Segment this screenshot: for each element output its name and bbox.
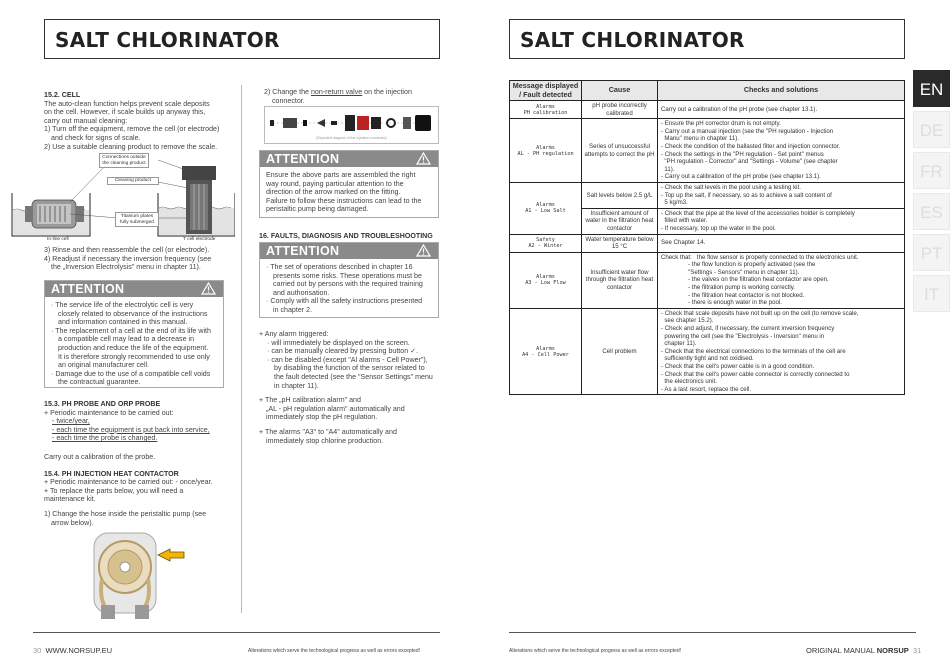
bullet-line: a compatible cell may lead to a decrease in — [58, 335, 195, 344]
fault-solution: - Ensure the pH corrector drum is not empty. - Carry out a manual injection (see the "PH regulation - Injection Manu" menu in chapter 11). - Check the condition of the ballasted filter and injection connector. - Check the settings in the "PH regulation - Set point" menus "PH regulation - Corrector" and "Settings - Volume" (see chapter 11). - Carry out a calibration of the pH probe (see chapter 13.1). — [658, 119, 905, 183]
injection-heading: 15.4. PH INJECTION HEAT CONTACTOR — [44, 469, 179, 478]
text-line: 1) Turn off the equipment, remove the cell (or electrode) — [44, 125, 220, 134]
text-line: Failure to follow these instructions can lead to the — [266, 196, 422, 205]
bullet-line: presents some risks. These operations must be — [273, 271, 422, 280]
fault-cause: Cell problem — [582, 308, 658, 395]
text-line: + To replace the parts below, you will need a — [44, 486, 184, 495]
text-line: immediately stop the pH regulation. — [266, 413, 378, 422]
right-footer — [806, 646, 921, 655]
injection-step-1 — [44, 510, 234, 527]
bullet-line: · can be disabled (except "Al alarms - Cell Power"), — [267, 355, 428, 364]
fault-row — [510, 252, 905, 308]
pump-graphic — [88, 527, 188, 623]
cell-heading: 15.2. CELL — [44, 91, 81, 99]
bullet-line: · will immediately be displayed on the screen. — [267, 338, 410, 347]
fault-code: Safety A2 - Winter — [510, 234, 582, 252]
text-line: arrow below). — [51, 518, 94, 527]
peristaltic-pump-image — [88, 527, 188, 623]
right-page-number: 31 — [912, 646, 922, 655]
ph-heading: 15.3. PH PROBE AND ORP PROBE — [44, 400, 161, 408]
text-line: and check for signs of scale. — [51, 133, 141, 142]
warning-icon — [201, 282, 216, 295]
bullet-line: · The replacement of a cell at the end of its life with — [51, 326, 211, 335]
faults-heading-wrap — [259, 229, 449, 241]
cell-step-1 — [44, 125, 234, 142]
text-line: maintenance kit. — [44, 495, 96, 504]
injection-step-2-end: on the injection — [362, 88, 412, 96]
bullet-line: closely related to observance of the instructions — [58, 309, 208, 318]
exploded-diagram — [264, 106, 439, 144]
bullet-line: an original manufacturer cell. — [58, 361, 150, 370]
text-line: carry out manual cleaning: — [44, 116, 128, 125]
fault-cause: pH probe incorrectly calibrated — [582, 101, 658, 119]
fault-cause: Salt levels below 2.5 g/L — [582, 182, 658, 208]
fault-code: Alarms A4 - Cell Power — [510, 308, 582, 395]
bullet-line: and authorisation. — [273, 288, 330, 297]
left-page-number: 30 — [33, 646, 42, 655]
alarm-intro: + Any alarm triggered: — [259, 330, 329, 338]
website-link[interactable]: WWW.NORSUP.EU — [45, 646, 113, 655]
fault-code: Alarms AL - PH regulation — [510, 119, 582, 183]
attention-header — [260, 243, 438, 259]
manual-label: ORIGINAL MANUAL — [806, 646, 875, 655]
fault-solution: Carry out a calibration of the pH probe (see chapter 13.1). — [658, 101, 905, 119]
bullet-line: production and reduce the life of the equipment. — [58, 343, 209, 352]
bullet-line: · The service life of the electrolytic cell is very — [51, 301, 194, 309]
label-connections: Connections outside the cleaning product — [99, 153, 149, 168]
cell-step-4 — [44, 255, 234, 272]
text-line: Ensure the above parts are assembled the right — [266, 171, 416, 179]
bullet-line: by disabling the function of the sensor related to — [274, 364, 425, 373]
text-line: „AL - pH regulation alarm" automatically and — [266, 404, 405, 413]
attention-body — [45, 297, 223, 391]
non-return-valve-link: non-return valve — [310, 88, 363, 96]
fault-cause: Water temperature below 15 °C — [582, 234, 658, 252]
exploded-caption: [Exploded diagram of the injection connector] — [316, 136, 387, 140]
left-footer — [33, 646, 112, 655]
attention-body — [260, 259, 438, 319]
bullet-line: · Comply with all the safety instructions presented — [266, 297, 423, 306]
language-tab-es[interactable]: ES — [913, 193, 950, 230]
attention-title: ATTENTION — [266, 244, 340, 258]
fault-solution: - Check the salt levels in the pool using a testing kit. - Top up the salt, if necessary, so as to achieve a salt content of 5 kg/m3. — [658, 182, 905, 208]
language-tab-fr[interactable]: FR — [913, 152, 950, 189]
right-footer-rule — [509, 632, 916, 633]
fault-solution: See Chapter 14. — [658, 234, 905, 252]
injection-connector-graphic — [265, 107, 440, 137]
faults-heading: 16. FAULTS, DIAGNOSIS AND TROUBLESHOOTING — [259, 232, 433, 240]
injection-step-2 — [264, 88, 444, 105]
text-line: 4) Readjust if necessary the inversion frequency (see — [44, 254, 212, 263]
language-tab-it[interactable]: IT — [913, 275, 950, 312]
alarm-items — [259, 339, 444, 391]
bullet-line: carried out by persons with the required training — [273, 280, 423, 289]
col-solutions: Checks and solutions — [658, 81, 905, 101]
text-line: The auto-clean function helps prevent scale deposits — [44, 99, 210, 108]
fault-cause: Insufficient amount of water in the filtration heat contactor — [582, 208, 658, 234]
cell-intro — [44, 100, 234, 126]
fault-row — [510, 234, 905, 252]
fault-cause: Series of unsuccessful attempts to correct the pH — [582, 119, 658, 183]
text-line: peristaltic pump being damaged. — [266, 205, 369, 214]
text-line: + The „pH calibration alarm" and — [259, 396, 361, 405]
fault-cause: Insufficient water flow through the filtration heat contactor — [582, 252, 658, 308]
text-line: 1) Change the hose inside the peristaltic pump (see — [44, 509, 207, 518]
attention-box-faults — [259, 242, 439, 318]
fault-code: Alarms PH calibration — [510, 101, 582, 119]
bullet-line: the contractual guarantee. — [58, 378, 141, 387]
fault-row — [510, 119, 905, 183]
bullet-line: the fault detected (see the "Sensor Settings" menu — [274, 372, 433, 381]
attention-title: ATTENTION — [266, 152, 340, 166]
fault-row — [510, 101, 905, 119]
fault-code: Alarms A3 - Low Flow — [510, 252, 582, 308]
text-line: way round, paying particular attention to the — [266, 179, 404, 188]
attention-box-assembly — [259, 150, 439, 218]
warning-icon — [416, 244, 431, 257]
fault-table-header — [510, 81, 905, 101]
left-column — [44, 88, 234, 151]
label-titanium-plates: Titanium plates fully submerged — [115, 212, 159, 227]
attention-header — [45, 281, 223, 297]
right-footer-note: Alterations which serve the technological progress as well as errors excepted! — [509, 648, 682, 654]
fault-row — [510, 182, 905, 208]
language-tab-pt[interactable]: PT — [913, 234, 950, 271]
warning-icon — [416, 152, 431, 165]
col-cause: Cause — [582, 81, 658, 101]
ph-line-1: + Periodic maintenance to be carried out: — [44, 408, 174, 417]
alarms-info — [259, 330, 444, 445]
injection-step-2-start: 2) Change the — [264, 88, 311, 96]
ph-line-5: Carry out a calibration of the probe. — [44, 452, 156, 461]
cell-steps-after — [44, 246, 234, 272]
attention-title: ATTENTION — [51, 282, 125, 296]
text-line: the „Inversion Electrolysis" menu in chapter 11). — [51, 263, 201, 272]
col-message: Message displayed / Fault detected — [510, 81, 582, 101]
text-line: + The alarms "A3" to "A4" automatically and — [259, 427, 397, 436]
ph-probe-section — [44, 397, 234, 527]
cell-step-3: 3) Rinse and then reassemble the cell (or electrode). — [44, 246, 210, 254]
label-inline-cell: In-line cell — [47, 237, 69, 242]
fault-solution: - Check that the pipe at the level of the accessories holder is completely filled with water. - If necessary, top up the water in the pool. — [658, 208, 905, 234]
left-footer-note: Alterations which serve the technological progress as well as errors excepted! — [248, 648, 421, 654]
fault-row — [510, 308, 905, 395]
bullet-line: in chapter 2. — [273, 305, 313, 314]
fault-solution: Check that: the flow sensor is properly connected to the electronics unit. - the flow function is properly activated (see the "Settings - Sensors" menu in chapter 11). - the valves on the filtration heat contactor are open. - the filtration pump is working correctly. - the filtration heat contactor is not blocked. - there is enough water in the pool. — [658, 252, 905, 308]
bullet-line: in chapter 11). — [274, 381, 319, 390]
text-line: direction of the arrow marked on the fitting. — [266, 188, 401, 197]
ph-line-2: - twice/year, — [52, 417, 90, 426]
label-cleaning-product: Cleaning product — [107, 177, 159, 185]
injection-step-2-cont: connector. — [272, 96, 305, 105]
fault-table-body — [510, 101, 905, 395]
injection-line-2 — [44, 487, 234, 504]
alarm-chlorine — [259, 428, 444, 445]
text-line: on the cell. However, if scale builds up anyway this, — [44, 108, 206, 117]
fault-table — [509, 80, 905, 395]
left-page-title: SALT CHLORINATOR — [44, 19, 440, 59]
attention-body — [260, 167, 438, 218]
fault-code: Alarms A1 - Low Salt — [510, 182, 582, 234]
ph-line-3: - each time the equipment is put back into service, — [52, 425, 210, 434]
attention-header — [260, 151, 438, 167]
column-divider — [241, 85, 242, 613]
bullet-line: It is therefore strongly recommended to use only — [58, 352, 210, 361]
alarm-ph — [259, 396, 444, 422]
ph-line-4: - each time the probe is changed. — [52, 434, 158, 443]
left-footer-rule — [33, 632, 440, 633]
brand-name: NORSUP — [876, 646, 909, 655]
injection-line-1: + Periodic maintenance to be carried out: - once/year. — [44, 478, 213, 487]
text-line: immediately stop chlorine production. — [266, 436, 384, 445]
bullet-line: and information contained in this manual. — [58, 318, 188, 327]
right-page-title: SALT CHLORINATOR — [509, 19, 905, 59]
fault-solution: - Check that scale deposits have not built up on the cell (to remove scale, see chapter 15.2). - Check and adjust, if necessary, the current inversion frequency powering the cell (see the "Electrolysis - Inversion" menu in chapter 11). - Check that the electrical connections to the terminals of the cell are sufficiently tight and not oxidised. - Check that the cell's power cable is in a good condition. - Check that the cell's power cable connector is correctly connected to the electronics unit. - As a last resort, replace the cell. — [658, 308, 905, 395]
bullet-line: · can be manually cleared by pressing button ✓. — [267, 347, 419, 356]
language-tab-en[interactable]: EN — [913, 70, 950, 107]
attention-box-cell — [44, 280, 224, 388]
bullet-line: · Damage due to the use of a compatible cell voids — [51, 369, 211, 378]
language-tab-de[interactable]: DE — [913, 111, 950, 148]
bullet-line: · The set of operations described in chapter 16 — [266, 263, 413, 271]
label-t-cell: T cell electrode — [183, 237, 216, 242]
cell-step-2: 2) Use a suitable cleaning product to remove the scale. — [44, 142, 218, 151]
